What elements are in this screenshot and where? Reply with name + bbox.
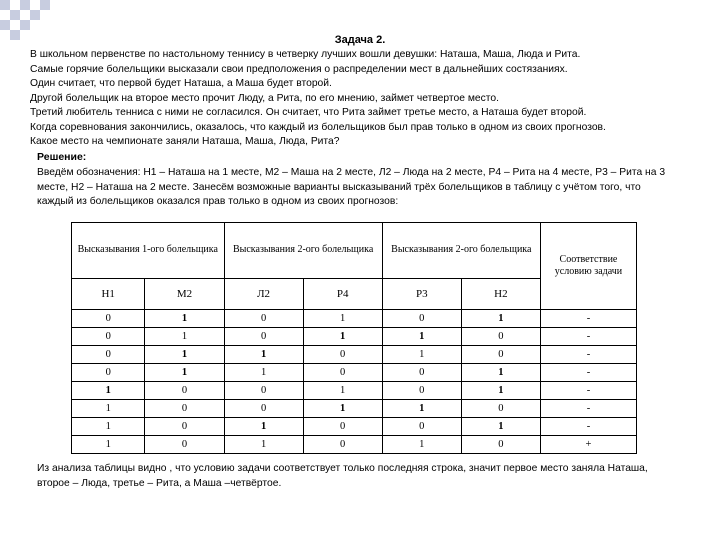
table-cell: 1	[145, 346, 224, 364]
table-row	[72, 346, 637, 364]
table-cell: 1	[224, 418, 303, 436]
table-cell: 0	[72, 364, 145, 382]
table-cell: 1	[72, 418, 145, 436]
table-cell: 0	[224, 328, 303, 346]
column-header: М2	[145, 278, 224, 310]
table-cell: 0	[145, 418, 224, 436]
problem-line: Самые горячие болельщики высказали свои предположения о распределении мест в дальнейших состязаниях.	[30, 63, 568, 75]
table-cell: 1	[145, 310, 224, 328]
column-header: Л2	[224, 278, 303, 310]
table-cell: 0	[382, 418, 461, 436]
table-cell: 0	[145, 382, 224, 400]
table-cell: 1	[382, 400, 461, 418]
problem-line: Один считает, что первой будет Наташа, а Маша будет второй.	[30, 78, 332, 89]
task-title: Задача 2.	[334, 34, 386, 46]
condition-cell: -	[540, 328, 636, 346]
table-cell: 1	[303, 328, 382, 346]
column-header: Р3	[382, 278, 461, 310]
table-cell: 1	[224, 364, 303, 382]
table-cell: 1	[72, 382, 145, 400]
problem-line: В школьном первенстве по настольному теннису в четверку лучших вошли девушки: Наташа, Маша, Люда и Рита.	[30, 49, 581, 60]
table-cell: 1	[303, 382, 382, 400]
problem-statement	[30, 48, 710, 150]
solution-title: Решение:	[37, 151, 87, 163]
column-header: Н2	[461, 278, 540, 310]
table-cell: 1	[382, 328, 461, 346]
table-cell: 1	[382, 436, 461, 454]
column-header: Н1	[72, 278, 145, 310]
table-cell: 0	[461, 436, 540, 454]
table-cell: 0	[303, 436, 382, 454]
condition-cell: -	[540, 400, 636, 418]
table-cell: 1	[461, 310, 540, 328]
table-cell: 0	[303, 418, 382, 436]
table-row	[72, 436, 637, 454]
table-cell: 0	[72, 328, 145, 346]
table-cell: 1	[303, 310, 382, 328]
table-cell: 0	[461, 400, 540, 418]
table-cell: 1	[461, 382, 540, 400]
table-cell: 0	[224, 310, 303, 328]
table-cell: 0	[461, 328, 540, 346]
table-cell: 1	[72, 400, 145, 418]
group-header-1: Высказывания 1-ого болельщика	[72, 223, 225, 279]
column-header: Р4	[303, 278, 382, 310]
table-cell: 1	[461, 364, 540, 382]
table-cell: 0	[382, 382, 461, 400]
table-cell: 0	[382, 310, 461, 328]
table-cell: 0	[224, 382, 303, 400]
table-cell: 0	[382, 364, 461, 382]
table-cell: 0	[72, 310, 145, 328]
group-header-3: Высказывания 2-ого болельщика	[382, 223, 540, 279]
truth-table	[71, 222, 637, 454]
problem-line: Третий любитель тенниса с ними не согласился. Он считает, что Рита займет третье место, а Наташа будет второй.	[30, 107, 587, 118]
table-cell: 0	[461, 346, 540, 364]
table-row	[72, 310, 637, 328]
table-row	[72, 364, 637, 382]
solution-text: Введём обозначения: Н1 – Наташа на 1 месте, М2 – Маша на 2 месте, Л2 – Люда на 2 месте, Р4 – Рита на 4 месте, Р3 – Рита на 3 месте, Н2 – Наташа на 2 месте. Занесём возможные варианты высказываний трёх болельщиков в таблицу с учётом того, что каждый из болельщиков оказался прав только в одном из своих прогнозов:	[37, 167, 666, 207]
problem-line: Другой болельщик на второе место прочит Люду, а Рита, по его мнению, займет четвертое место.	[30, 92, 499, 104]
table-cell: 0	[224, 400, 303, 418]
table-row	[72, 418, 637, 436]
table-row	[72, 328, 637, 346]
condition-header: Соответствие условию задачи	[540, 223, 636, 310]
table-cell: 0	[303, 364, 382, 382]
condition-cell: -	[540, 364, 636, 382]
group-header-2: Высказывания 2-ого болельщика	[224, 223, 382, 279]
condition-cell: -	[540, 418, 636, 436]
table-row	[72, 400, 637, 418]
table-cell: 0	[72, 346, 145, 364]
condition-cell: -	[540, 382, 636, 400]
table-cell: 1	[382, 346, 461, 364]
table-cell: 1	[145, 364, 224, 382]
table-cell: 0	[145, 436, 224, 454]
table-cell: 1	[461, 418, 540, 436]
problem-line: Какое место на чемпионате заняли Наташа, Маша, Люда, Рита?	[30, 136, 340, 147]
table-cell: 1	[303, 400, 382, 418]
table-cell: 0	[303, 346, 382, 364]
table-cell: 1	[145, 328, 224, 346]
table-row	[72, 382, 637, 400]
table-body	[72, 310, 637, 454]
condition-cell: -	[540, 310, 636, 328]
condition-cell: +	[540, 436, 636, 454]
table-cell: 1	[224, 436, 303, 454]
table-cell: 0	[145, 400, 224, 418]
conclusion-text: Из анализа таблицы видно , что условию задачи соответствует только последняя строка, значит первое место заняла Наташа, второе – Люда, третье – Рита, а Маша –четвёртое.	[37, 463, 648, 489]
table-cell: 1	[224, 346, 303, 364]
condition-cell: -	[540, 346, 636, 364]
problem-line: Когда соревнования закончились, оказалось, что каждый из болельщиков был прав только в одном из своих прогнозов.	[30, 121, 606, 133]
table-cell: 1	[72, 436, 145, 454]
